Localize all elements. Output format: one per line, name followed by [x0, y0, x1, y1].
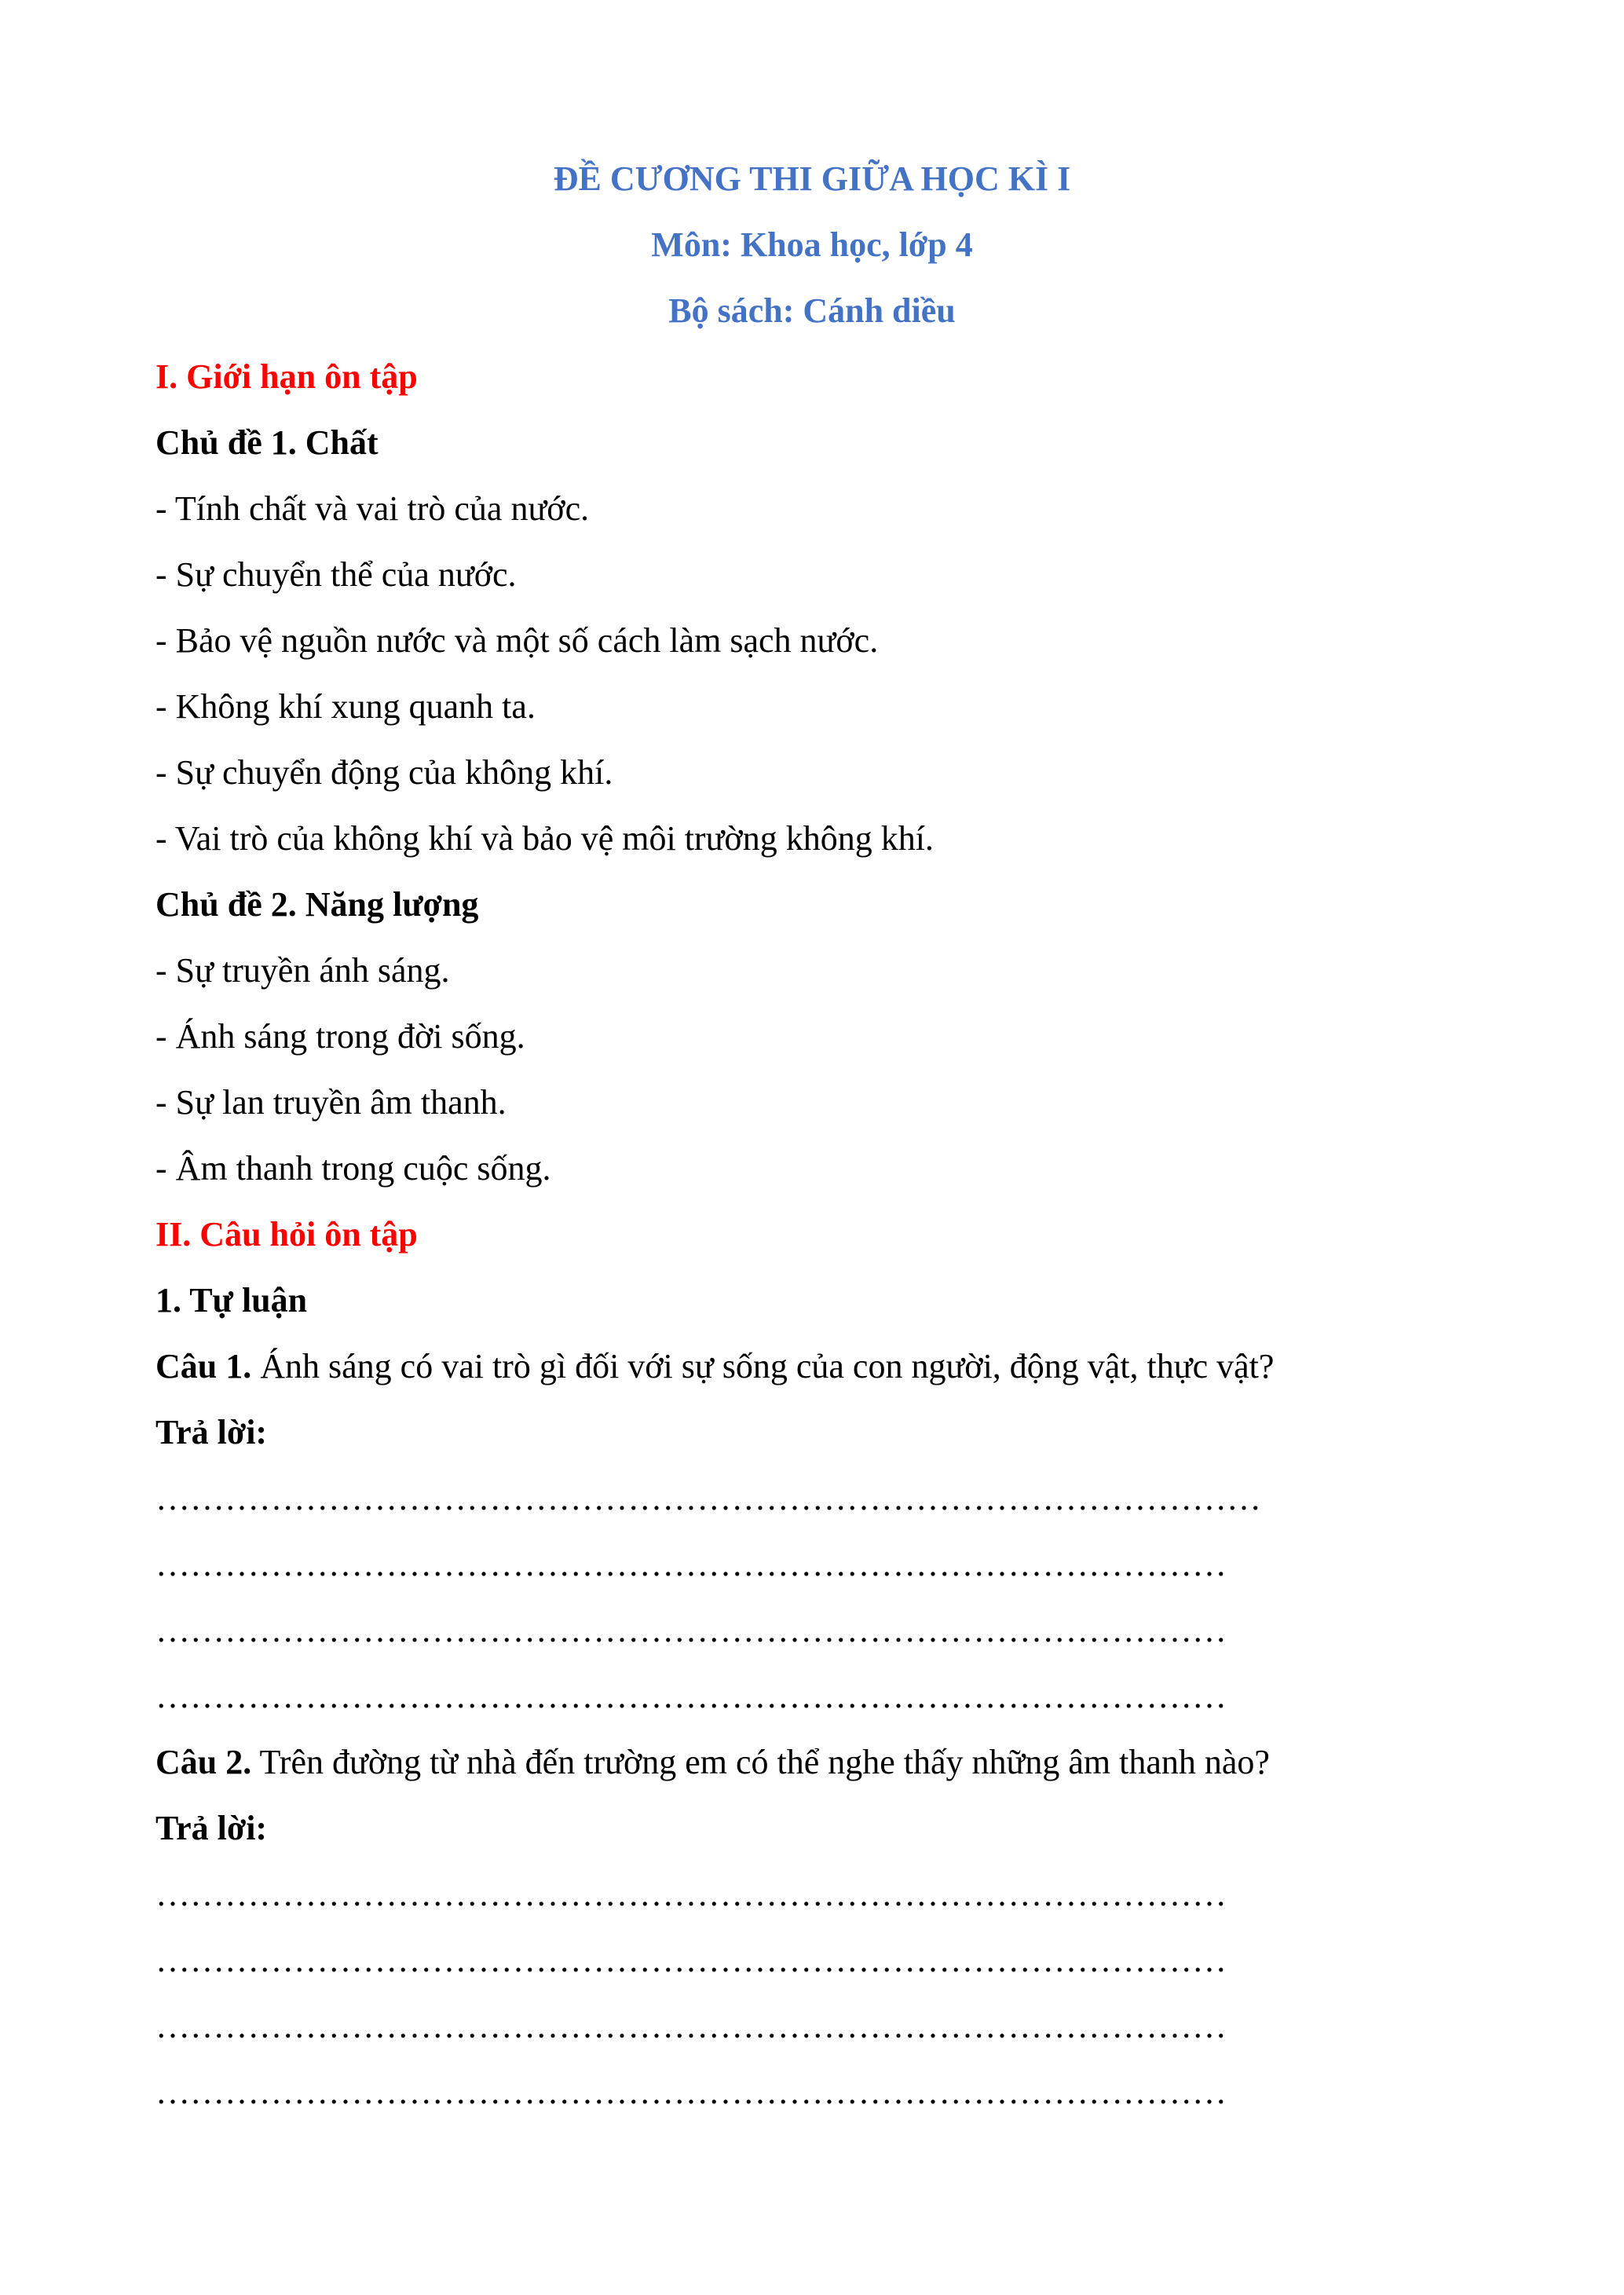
answer-line: …………………………………………………………………………………: [155, 2073, 1227, 2111]
topic1-item: - Vai trò của không khí và bảo vệ môi trường không khí.: [155, 819, 934, 858]
question-1: [155, 1345, 1274, 1389]
document-book: Bộ sách: Cánh diều: [668, 291, 956, 330]
section2-heading: II. Câu hỏi ôn tập: [155, 1215, 418, 1254]
topic1-item: - Bảo vệ nguồn nước và một số cách làm sạch nước.: [155, 621, 879, 660]
answer-line: …………………………………………………………………………………: [155, 1875, 1227, 1913]
topic1-item: - Sự chuyển động của không khí.: [155, 753, 613, 792]
answer-line: …………………………………………………………………………………: [155, 2007, 1227, 2045]
topic2-item: - Sự lan truyền âm thanh.: [155, 1083, 507, 1122]
part1-heading: 1. Tự luận: [155, 1281, 308, 1320]
answer-label: Trả lời:: [155, 1809, 268, 1847]
topic1-item: - Không khí xung quanh ta.: [155, 687, 536, 726]
answer-line: …………………………………………………………………………………: [155, 1611, 1227, 1649]
topic1-item: - Tính chất và vai trò của nước.: [155, 489, 590, 528]
question-text: Trên đường từ nhà đến trường em có thể nghe thấy những âm thanh nào?: [251, 1743, 1270, 1781]
answer-line: …………………………………………………………………………………: [155, 1545, 1227, 1583]
section1-heading: I. Giới hạn ôn tập: [155, 357, 418, 396]
document-title: ĐỀ CƯƠNG THI GIỮA HỌC KÌ I: [553, 159, 1071, 198]
answer-line: ……………………………………………………………………………………: [155, 1479, 1261, 1517]
topic2-item: - Âm thanh trong cuộc sống.: [155, 1149, 551, 1188]
question-2: [155, 1740, 1270, 1784]
question-text: Ánh sáng có vai trò gì đối với sự sống của con người, động vật, thực vật?: [251, 1347, 1275, 1385]
topic2-item: - Ánh sáng trong đời sống.: [155, 1017, 525, 1056]
question-label: Câu 2.: [155, 1743, 252, 1781]
answer-label: Trả lời:: [155, 1413, 268, 1451]
topic2-item: - Sự truyền ánh sáng.: [155, 951, 450, 990]
topic1-title: Chủ đề 1. Chất: [155, 423, 379, 462]
topic2-title: Chủ đề 2. Năng lượng: [155, 885, 479, 924]
topic1-item: - Sự chuyển thể của nước.: [155, 555, 517, 594]
question-label: Câu 1.: [155, 1347, 252, 1385]
answer-line: …………………………………………………………………………………: [155, 1677, 1227, 1715]
document-subject: Môn: Khoa học, lớp 4: [651, 225, 973, 264]
answer-line: …………………………………………………………………………………: [155, 1941, 1227, 1979]
